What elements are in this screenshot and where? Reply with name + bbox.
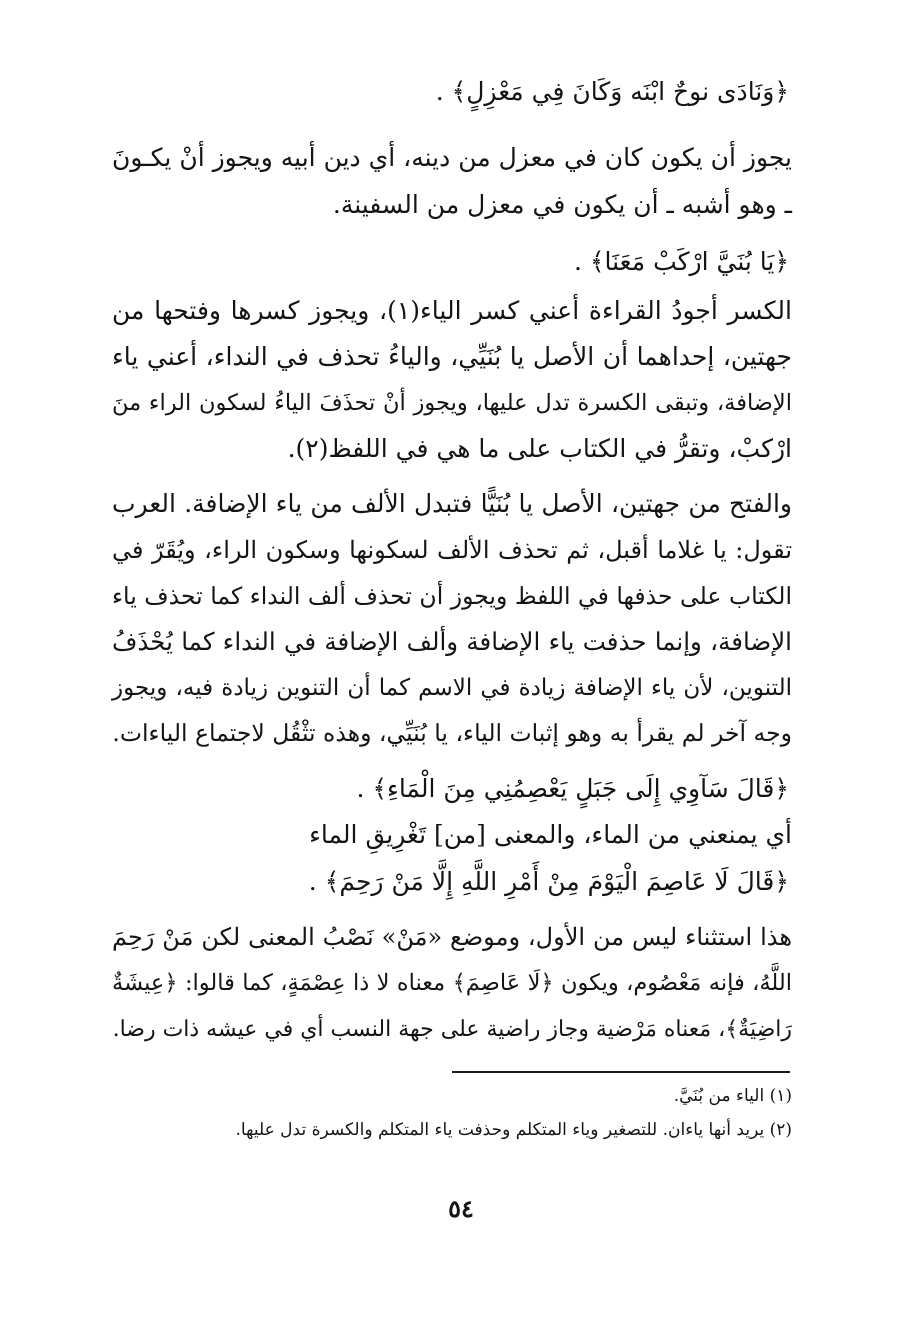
text-line: الكسر أجودُ القراءة أعني كسر الياء(١)، ويجوز كسرها وفتحها من (112, 296, 792, 325)
quran-verse: ﴿قَالَ لَا عَاصِمَ الْيَوْمَ مِنْ أَمْرِ اللَّهِ إِلَّا مَنْ رَحِمَ﴾ . (308, 867, 789, 896)
quran-verse: ﴿يَا بُنَيَّ ارْكَبْ مَعَنَا﴾ . (573, 247, 789, 276)
text-line: اللَّهُ، فإنه مَعْصُوم، ويكون ﴿لَا عَاصِمَ﴾ معناه لا ذا عِصْمَةٍ، كما قالوا: ﴿عِيشَةٌ (112, 970, 792, 996)
page-number: ٥٤ (448, 1194, 474, 1223)
text-line: وجه آخر لم يقرأ به وهو إثبات الياء، يا بُنَيِّي، وهذه تثْقُل لاجتماع الياءات. (112, 719, 792, 747)
text-line: هذا استثناء ليس من الأول، وموضع «مَنْ» نَصْبُ المعنى لكن مَنْ رَحِمَ (112, 923, 792, 951)
text-line: التنوين، لأن ياء الإضافة زيادة في الاسم كما أن التنوين زيادة فيه، ويجوز (112, 675, 792, 701)
text-line: رَاضِيَةٌ﴾، مَعناه مَرْضية وجاز راضية على جهة النسب أي في عيشه ذات رضا. (112, 1017, 792, 1042)
footnote: (١) الياء من بُنَيَّ. (673, 1086, 792, 1106)
text-line: الإضافة، وإنما حذفت ياء الإضافة وألف الإضافة في النداء كما يُحْذَفُ (112, 627, 792, 656)
text-line: جهتين، إحداهما أن الأصل يا بُنَيِّي، والياءُ تحذف في النداء، أعني ياء (112, 342, 792, 371)
text-line: الكتاب على حذفها في اللفظ ويجوز أن تحذف ألف النداء كما تحذف ياء (112, 582, 792, 610)
footnote-separator (452, 1071, 790, 1073)
gloss-line: أي يمنعني من الماء، والمعنى [من] تَغْرِيقِ الماء (309, 820, 792, 849)
text-line: ارْكبْ، وتقرُّ في الكتاب على ما هي في اللفظ(٢). (287, 434, 792, 463)
footnote: (٢) يريد أنها ياءان. للتصغير وياء المتكلم وحذفت ياء المتكلم والكسرة تدل عليها. (235, 1120, 792, 1140)
quran-verse: ﴿قَالَ سَآوِي إِلَى جَبَلٍ يَعْصِمُنِي مِنَ الْمَاءِ﴾ . (356, 774, 789, 803)
text-line: تقول: يا غلاما أقبل، ثم تحذف الألف لسكونها وسكون الراء، ويُقَرّ في (112, 536, 793, 564)
text-line: والفتح من جهتين، الأصل يا بُنَيًّا فتبدل الألف من ياء الإضافة. العرب (112, 489, 792, 518)
text-line: يجوز أن يكون كان في معزل من دينه، أي دين أبيه ويجوز أنْ يكـونَ (112, 143, 792, 172)
quran-verse: ﴿وَنَادَى نوحٌ ابْنَه وَكَانَ فِي مَعْزِلٍ﴾ . (435, 77, 789, 106)
text-line: الإضافة، وتبقى الكسرة تدل عليها، ويجوز أنْ تحذَفَ الياءُ لسكون الراء منَ (112, 390, 792, 416)
text-line: ـ وهو أشبه ـ أن يكون في معزل من السفينة. (332, 190, 792, 219)
